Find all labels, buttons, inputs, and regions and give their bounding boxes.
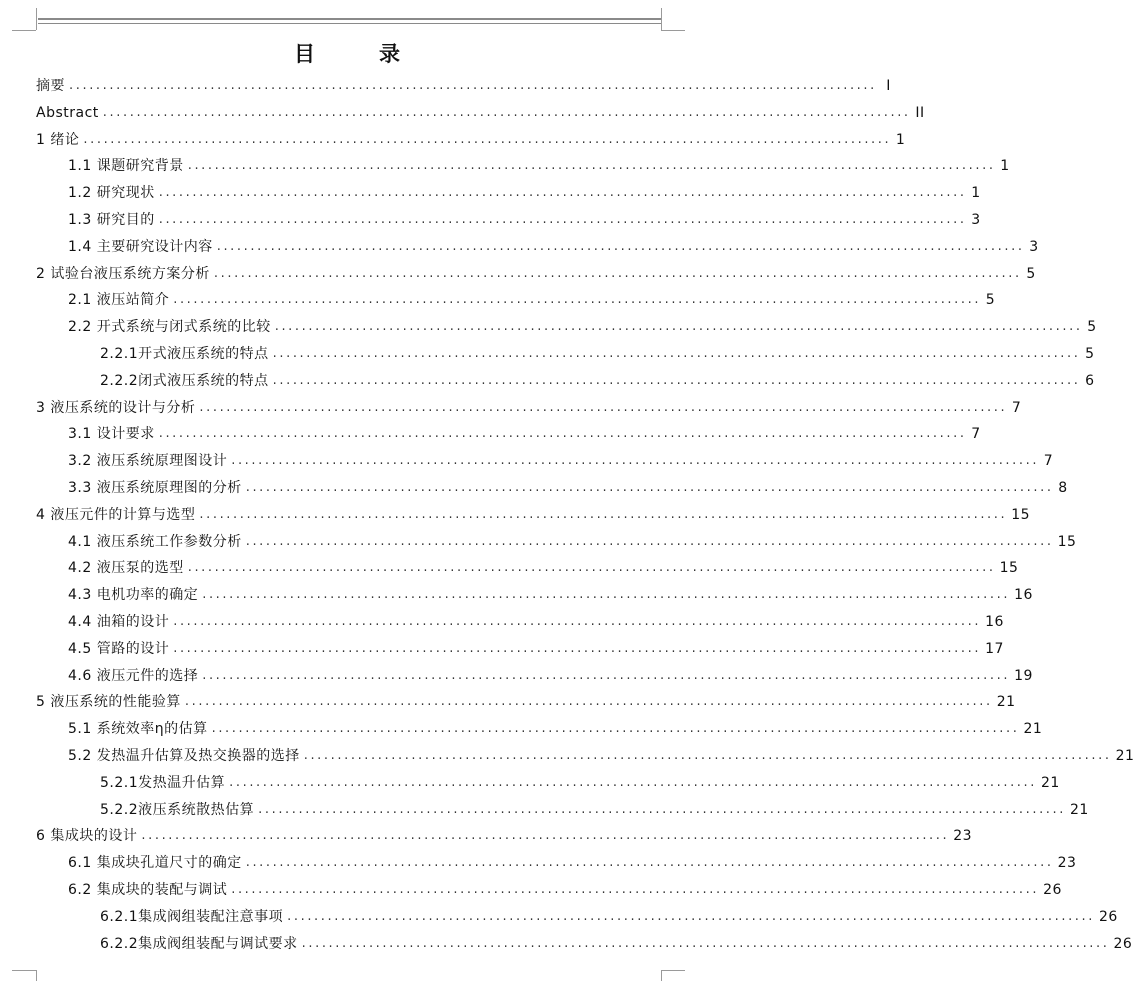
toc-entry-label: [68, 314, 271, 341]
toc-entry-text: 发热温升估算及热交换器的选择: [96, 748, 300, 764]
toc-entry-number: 4: [36, 506, 46, 523]
toc-entry[interactable]: [36, 502, 1031, 529]
toc-entry-page: 5: [985, 292, 996, 309]
toc-entry-page: 23: [953, 828, 973, 845]
toc-entry-page: 17: [985, 640, 1004, 657]
toc-entry-number: 4.2: [68, 560, 92, 577]
header-rule-thick: [38, 18, 661, 20]
toc-entry-text: 液压泵的选型: [96, 560, 184, 577]
toc-entry-page: 3: [1029, 238, 1039, 255]
toc-entry-number: 1: [36, 131, 46, 148]
toc-entry[interactable]: [36, 261, 1036, 288]
toc-entry-label: [36, 502, 195, 529]
toc-entry-label: [68, 743, 300, 770]
toc-entry[interactable]: [100, 341, 1095, 368]
dot-leader: ........................................................................................................................: [158, 426, 967, 442]
toc-entry[interactable]: [100, 368, 1095, 395]
toc-entry-page: 8: [1058, 480, 1068, 496]
dot-leader: ........................................................................................................................: [274, 319, 1083, 335]
dot-leader: ........................................................................................................................: [287, 908, 1096, 924]
toc-entry-number: 4.5: [68, 640, 92, 657]
toc-entry-page: 7: [1011, 399, 1022, 416]
toc-entry[interactable]: [36, 100, 925, 127]
toc-entry-page: 21: [996, 694, 1016, 711]
toc-entry[interactable]: [68, 207, 981, 234]
toc-entry-page: 1: [1000, 158, 1010, 175]
toc-entry-text: 集成块孔道尺寸的确定: [96, 855, 242, 872]
dot-leader: ........................................................................................................................: [184, 694, 993, 710]
dot-leader: ........................................................................................................................: [231, 882, 1040, 897]
dot-leader: ........................................................................................................................: [187, 158, 996, 174]
dot-leader: ........................................................................................................................: [213, 265, 1022, 281]
toc-entry[interactable]: [100, 931, 1133, 958]
title-char-2: 录: [379, 42, 402, 66]
dot-leader: ........................................................................................................................: [102, 104, 911, 120]
toc-entry-number: 3.2: [68, 453, 92, 470]
toc-entry-label: [68, 421, 155, 448]
toc-entry-number: 2.2: [68, 319, 92, 336]
toc-entry-page: 26: [1043, 882, 1062, 898]
toc-entry-label: [68, 475, 242, 502]
toc-entry-text: 液压站简介: [96, 292, 170, 309]
toc-entry-text: Abstract: [36, 104, 99, 121]
dot-leader: ........................................................................................................................: [158, 185, 967, 201]
dot-leader: ........................................................................................................................: [216, 238, 1025, 254]
dot-leader: ........................................................................................................................: [141, 828, 950, 844]
toc-entry[interactable]: [36, 689, 1016, 716]
toc-entry[interactable]: [68, 663, 1033, 690]
toc-entry[interactable]: [100, 797, 1089, 824]
dot-leader: ........................................................................................................................: [272, 372, 1081, 388]
toc-entry-page: 15: [999, 560, 1019, 577]
dot-leader: ........................................................................................................................: [303, 748, 1112, 763]
dot-leader: ........................................................................................................................: [231, 453, 1040, 469]
toc-entry-text: 液压系统的性能验算: [50, 694, 181, 711]
toc-entry-text: 摘要: [36, 78, 65, 94]
toc-entry-text: 液压系统的设计与分析: [50, 399, 196, 416]
toc-entry-label: [68, 555, 184, 582]
toc-entry-page: 26: [1099, 908, 1118, 925]
toc-entry-label: [68, 529, 242, 556]
toc-entry-label: [100, 797, 254, 824]
toc-entry-number: 6.2.1: [100, 908, 139, 925]
toc-entry-page: 5: [1085, 346, 1095, 362]
crop-mark-bl-v: [36, 970, 37, 981]
toc-entry-page: 5: [1087, 319, 1097, 336]
toc-entry-label: [68, 877, 227, 904]
toc-entry-label: [68, 850, 242, 877]
toc-entry[interactable]: [68, 475, 1068, 502]
dot-leader: ........................................................................................................................: [202, 667, 1011, 683]
dot-leader: ........................................................................................................................: [202, 587, 1011, 603]
toc-entry-page: I: [886, 78, 891, 94]
toc-entry-text: 液压系统原理图设计: [96, 453, 228, 470]
toc-entry-label: [100, 770, 225, 797]
toc-entry-text: 闭式液压系统的特点: [138, 372, 269, 389]
toc-entry-label: [36, 127, 79, 154]
toc-entry-text: 研究现状: [96, 185, 155, 202]
toc-entry-number: 5.2: [68, 748, 92, 764]
toc-entry[interactable]: [68, 850, 1077, 877]
toc-entry[interactable]: [68, 582, 1033, 609]
crop-mark-tr-v: [661, 8, 662, 30]
toc-entry[interactable]: [68, 153, 1010, 180]
toc-entry-page: 23: [1057, 855, 1077, 872]
toc-entry-label: [68, 448, 227, 475]
toc-entry-label: [100, 341, 269, 368]
toc-entry-number: 2.2.1: [100, 346, 139, 362]
toc-entry-page: 1: [895, 131, 906, 148]
dot-leader: ........................................................................................................................: [173, 292, 982, 308]
toc-entry[interactable]: [68, 448, 1054, 475]
dot-leader: ........................................................................................................................: [173, 614, 982, 629]
toc-entry-text: 液压系统工作参数分析: [96, 533, 242, 550]
toc-entry-number: 6.1: [68, 855, 92, 872]
toc-entry-number: 1.1: [68, 158, 92, 175]
toc-entry-number: 6: [36, 828, 46, 845]
toc-entry[interactable]: [68, 555, 1019, 582]
toc-entry-number: 6.2: [68, 882, 92, 898]
title-char-1: 目: [294, 42, 317, 66]
toc-entry-page: 15: [1011, 506, 1031, 523]
toc-entry[interactable]: [68, 234, 1039, 261]
toc-entry-number: 1.4: [68, 238, 92, 255]
crop-mark-tr-h: [661, 30, 685, 31]
toc-entry-text: 管路的设计: [96, 640, 170, 657]
toc-entry-label: [68, 609, 169, 636]
toc-entry-number: 5: [36, 694, 46, 711]
toc-entry-label: [68, 663, 198, 690]
toc-entry-label: [68, 234, 213, 261]
toc-entry-page: 16: [985, 614, 1004, 630]
toc-entry-label: [100, 904, 283, 931]
crop-mark-bl-h: [12, 970, 36, 971]
toc-entry-text: 集成阀组装配注意事项: [138, 908, 284, 925]
toc-entry-text: 集成阀组装配与调试要求: [138, 935, 298, 952]
toc-entry-text: 绪论: [50, 131, 80, 148]
toc-entry-number: 2: [36, 265, 46, 282]
toc-entry-number: 3.3: [68, 480, 92, 496]
toc-entry[interactable]: [68, 529, 1077, 556]
page-title: [0, 38, 696, 68]
toc-entry-number: 4.1: [68, 533, 92, 550]
toc-entry-number: 5.2.2: [100, 801, 139, 818]
dot-leader: ........................................................................................................................: [211, 721, 1020, 737]
toc-entry-text: 设计要求: [96, 426, 155, 443]
toc-entry-number: 4.6: [68, 667, 92, 684]
toc-entry-page: 19: [1014, 667, 1033, 684]
dot-leader: ........................................................................................................................: [245, 855, 1054, 871]
toc-entry-text: 液压元件的选择: [96, 667, 199, 684]
dot-leader: ........................................................................................................................: [245, 480, 1054, 495]
toc-entry-label: [68, 287, 169, 314]
dot-leader: ........................................................................................................................: [245, 533, 1054, 549]
toc-entry-label: [36, 261, 210, 288]
toc-entry-page: 1: [971, 185, 981, 202]
toc-entry-page: II: [915, 104, 925, 121]
toc-entry-text: 开式系统与闭式系统的比较: [96, 319, 271, 336]
toc-entry-number: 6.2.2: [100, 935, 139, 952]
toc-entry[interactable]: [36, 127, 906, 154]
toc-entry-page: 21: [1023, 721, 1043, 738]
toc-entry-text: 发热温升估算: [138, 774, 226, 791]
toc-entry[interactable]: [100, 770, 1060, 797]
toc-entry-number: 5.1: [68, 721, 92, 738]
toc-entry-page: 21: [1115, 748, 1134, 764]
toc-entry-number: 4.3: [68, 587, 92, 604]
crop-mark-br-v: [661, 970, 662, 981]
toc-entry[interactable]: [36, 395, 1022, 422]
toc-entry-number: 3: [36, 399, 46, 416]
toc-entry[interactable]: [68, 421, 981, 448]
header-rule-thin: [38, 23, 661, 24]
toc-entry[interactable]: [36, 823, 973, 850]
toc-entry-page: 16: [1014, 587, 1033, 604]
toc-entry-text: 集成块的设计: [50, 828, 138, 845]
toc-entry-page: 21: [1070, 801, 1089, 818]
toc-entry[interactable]: [68, 287, 996, 314]
toc-entry[interactable]: [36, 73, 891, 100]
toc-entry[interactable]: [68, 314, 1097, 341]
toc-entry-label: [36, 823, 137, 850]
toc-entry-text: 研究目的: [96, 212, 155, 228]
toc-entry-label: [68, 153, 184, 180]
toc-entry[interactable]: [68, 743, 1134, 770]
toc-entry-page: 26: [1113, 935, 1133, 952]
toc-entry-text: 系统效率η的估算: [96, 721, 208, 738]
toc-entry-text: 液压系统原理图的分析: [96, 480, 242, 496]
toc-entry[interactable]: [68, 636, 1004, 663]
toc-entry-text: 液压元件的计算与选型: [50, 506, 196, 523]
toc-entry-label: [36, 395, 195, 422]
toc-entry-text: 集成块的装配与调试: [96, 882, 228, 898]
dot-leader: ........................................................................................................................: [158, 212, 967, 227]
toc-entry[interactable]: [100, 904, 1118, 931]
toc-entry-text: 试验台液压系统方案分析: [50, 265, 210, 282]
toc-entry-text: 油箱的设计: [96, 614, 170, 630]
dot-leader: ........................................................................................................................: [69, 78, 877, 93]
toc-entry-label: [68, 180, 155, 207]
dot-leader: ........................................................................................................................: [199, 506, 1008, 522]
toc-entry-number: 2.2.2: [100, 372, 139, 389]
toc-entry-page: 7: [1043, 453, 1054, 470]
dot-leader: ........................................................................................................................: [173, 640, 982, 656]
toc-entry-page: 15: [1057, 533, 1077, 550]
toc-entry-page: 7: [971, 426, 981, 443]
crop-mark-tl-h: [12, 30, 36, 31]
toc-entry-page: 21: [1041, 774, 1060, 791]
toc-entry-label: [100, 368, 269, 395]
toc-entry-text: 电机功率的确定: [96, 587, 199, 604]
crop-mark-br-h: [661, 970, 685, 971]
toc-entry-number: 5.2.1: [100, 774, 139, 791]
toc-entry-number: 2.1: [68, 292, 92, 309]
toc-entry-number: 3.1: [68, 426, 92, 443]
toc-entry-number: 1.2: [68, 185, 92, 202]
toc-entry-label: [68, 207, 155, 234]
dot-leader: ........................................................................................................................: [83, 131, 892, 147]
dot-leader: ........................................................................................................................: [187, 560, 996, 576]
toc-entry-label: [68, 716, 208, 743]
toc-entry-label: [68, 582, 198, 609]
toc-entry-page: 6: [1085, 372, 1095, 389]
toc-entry-label: [36, 73, 65, 100]
toc-entry[interactable]: [68, 180, 981, 207]
toc-entry-number: 1.3: [68, 212, 92, 228]
toc-entry[interactable]: [68, 716, 1043, 743]
dot-leader: ........................................................................................................................: [301, 935, 1110, 951]
dot-leader: ........................................................................................................................: [199, 399, 1008, 415]
toc-entry-label: [36, 100, 99, 127]
toc-entry-number: 4.4: [68, 614, 92, 630]
toc-entry-label: [36, 689, 181, 716]
dot-leader: ........................................................................................................................: [258, 801, 1067, 817]
dot-leader: ........................................................................................................................: [229, 774, 1038, 790]
toc-entry[interactable]: [68, 877, 1062, 904]
toc-entry-page: 3: [971, 212, 981, 228]
toc-entry[interactable]: [68, 609, 1004, 636]
toc-entry-text: 液压系统散热估算: [138, 801, 255, 818]
crop-mark-tl-v: [36, 8, 37, 30]
toc-entry-label: [100, 931, 298, 958]
toc-entry-page: 5: [1026, 265, 1036, 282]
toc-entry-text: 主要研究设计内容: [96, 238, 213, 255]
toc-entry-label: [68, 636, 169, 663]
dot-leader: ........................................................................................................................: [272, 346, 1081, 361]
toc-entry-text: 开式液压系统的特点: [138, 346, 269, 362]
toc-entry-text: 课题研究背景: [96, 158, 184, 175]
